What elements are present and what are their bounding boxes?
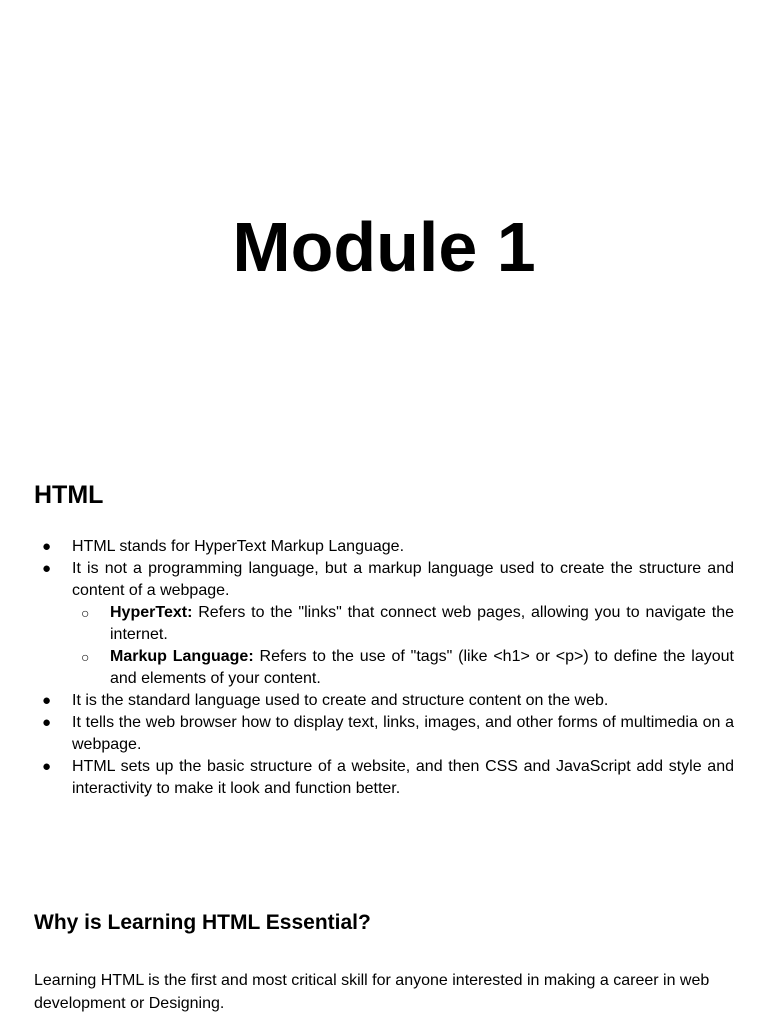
- bullet-icon: ●: [42, 758, 52, 775]
- circle-bullet-icon: ○: [81, 649, 90, 665]
- bullet-icon: ●: [42, 692, 52, 709]
- why-paragraph: Learning HTML is the first and most critical skill for anyone interested in making a career in web development or Designing.: [34, 972, 710, 1012]
- list-item-text: It is not a programming language, but a markup language used to create the structure and content of a webpage.: [72, 560, 734, 599]
- bullet-icon: ●: [42, 538, 52, 555]
- list-item: [34, 536, 734, 558]
- list-item-text: It is the standard language used to create and structure content on the web.: [72, 692, 609, 709]
- term-definition: Refers to the use of "tags" (like <h1> or <p>) to define the layout and elements of your content.: [110, 648, 734, 687]
- page-title: Module 1: [232, 208, 536, 286]
- list-item-text: It tells the web browser how to display text, links, images, and other forms of multimedia on a webpage.: [72, 714, 734, 753]
- sub-list-item: [72, 646, 734, 690]
- html-bullet-list: [34, 536, 734, 800]
- bullet-icon: ●: [42, 560, 52, 577]
- term-markup-language: Markup Language:: [110, 648, 254, 665]
- circle-bullet-icon: ○: [81, 605, 90, 621]
- list-item: [34, 756, 734, 800]
- section-heading-why: Why is Learning HTML Essential?: [34, 911, 371, 934]
- list-item-text: HTML sets up the basic structure of a website, and then CSS and JavaScript add style and interactivity to make it look and function better.: [72, 758, 734, 797]
- term-hypertext: HyperText:: [110, 604, 193, 621]
- sub-list-item: [72, 602, 734, 646]
- section-heading-html: HTML: [34, 481, 104, 509]
- sub-bullet-list: [72, 602, 734, 690]
- list-item: [34, 712, 734, 756]
- term-definition: Refers to the "links" that connect web pages, allowing you to navigate the internet.: [110, 604, 734, 643]
- list-item: [34, 690, 734, 712]
- bullet-icon: ●: [42, 714, 52, 731]
- list-item: [34, 558, 734, 690]
- list-item-text: HTML stands for HyperText Markup Language.: [72, 538, 405, 555]
